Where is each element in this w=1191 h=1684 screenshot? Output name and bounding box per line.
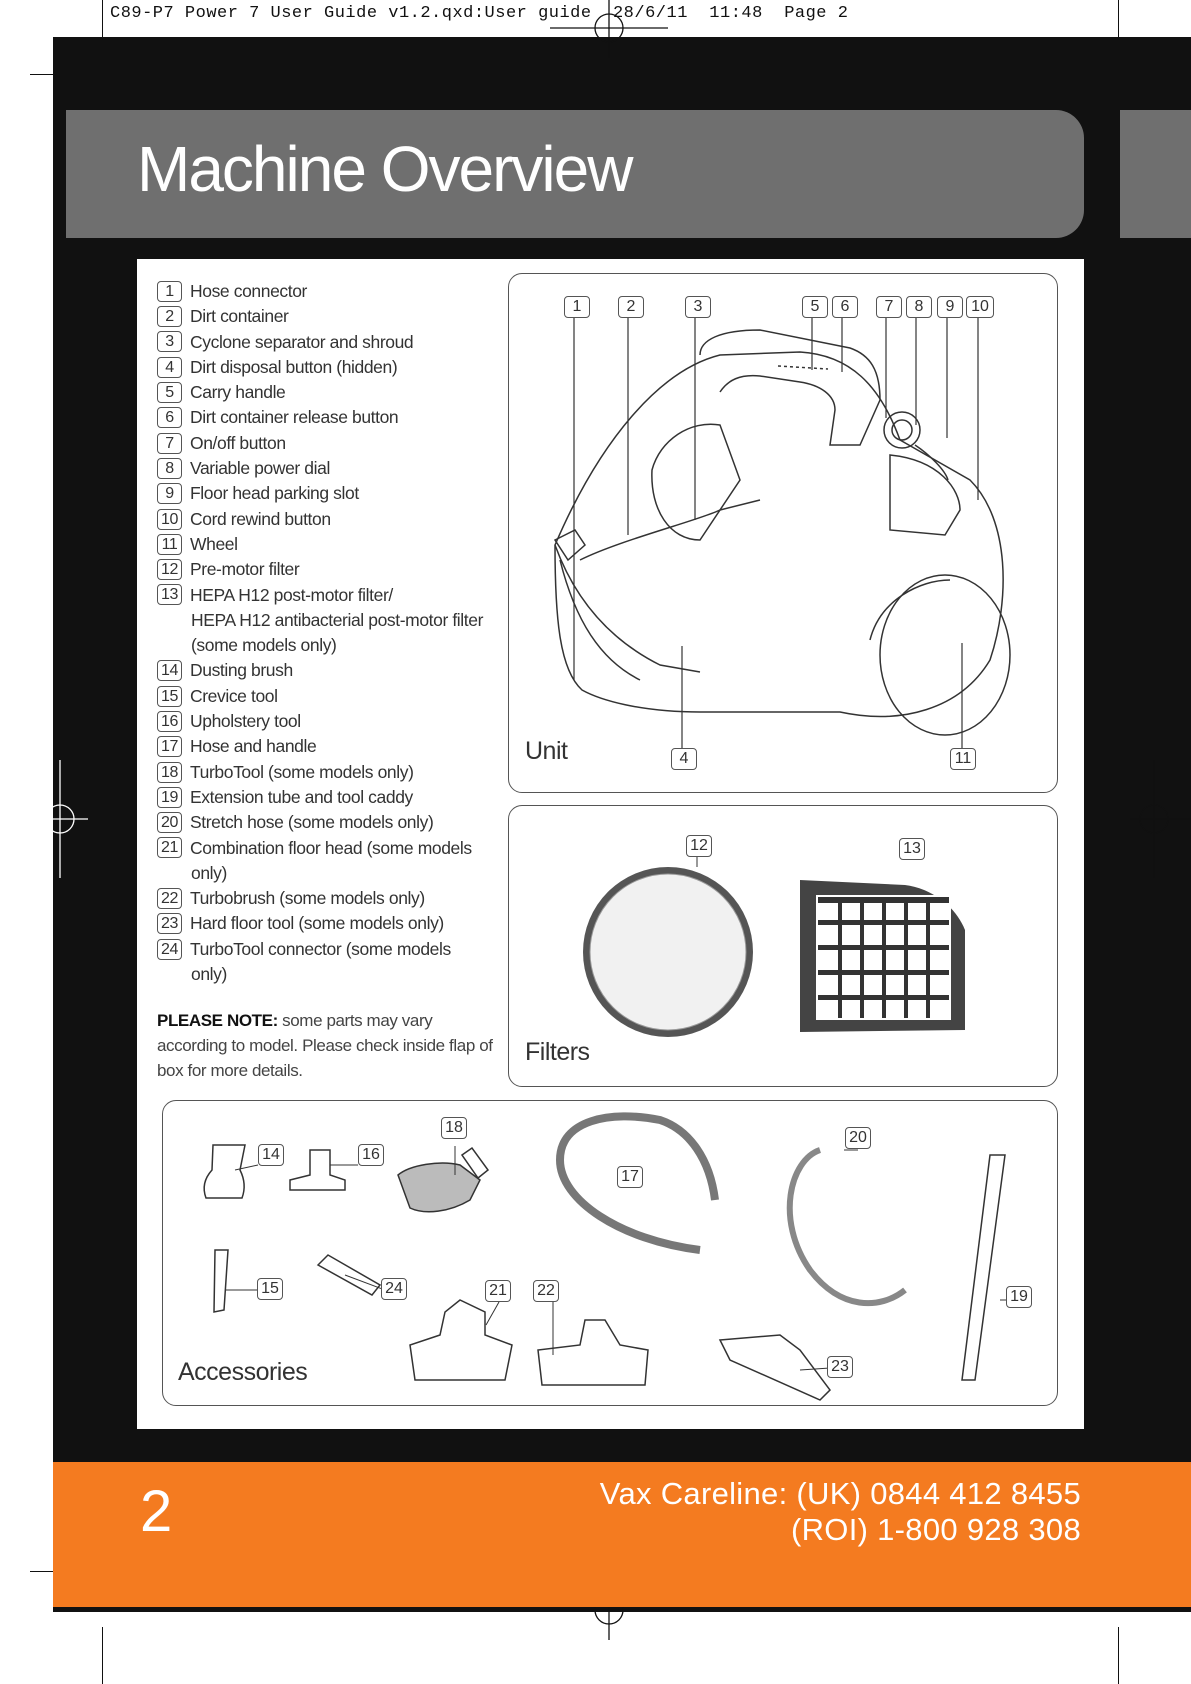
part-number-badge: 6: [157, 407, 182, 428]
part-label: Hose and handle: [190, 736, 317, 757]
callout-24: 24: [381, 1278, 407, 1300]
part-label: Floor head parking slot: [190, 483, 359, 504]
part-label: Dusting brush: [190, 660, 293, 681]
callout-21: 21: [485, 1280, 511, 1302]
callout-22: 22: [533, 1280, 559, 1302]
part-label: On/off button: [190, 432, 286, 453]
callout-1: 1: [564, 296, 590, 318]
callout-16: 16: [358, 1144, 384, 1166]
callout-19: 19: [1006, 1286, 1032, 1308]
part-label-continuation: only): [191, 862, 227, 883]
callout-14: 14: [258, 1144, 284, 1166]
note-text: some parts may vary according to model. Please check inside flap of box for more details.: [157, 1011, 493, 1080]
callout-20: 20: [845, 1127, 871, 1149]
part-number-badge: 4: [157, 357, 182, 378]
part-label-continuation: HEPA H12 antibacterial post-motor filter: [191, 609, 484, 630]
part-number-badge: 5: [157, 382, 182, 403]
part-number-badge: 12: [157, 559, 182, 580]
vacuum-unit-illustration: [555, 330, 1010, 735]
page-title: Machine Overview: [137, 133, 632, 205]
filters-label: Filters: [525, 1038, 590, 1066]
careline-contact: [600, 1476, 1081, 1548]
print-slug: C89-P7 Power 7 User Guide v1.2.qxd:User guide 28/6/11 11:48 Page 2: [110, 4, 849, 23]
callout-4: 4: [671, 748, 697, 770]
part-label: Carry handle: [190, 382, 286, 403]
combination-floor-head-drawing: [410, 1300, 512, 1380]
hepa-filter-illustration: [800, 880, 965, 1032]
callout-23: 23: [827, 1356, 853, 1378]
note-label: PLEASE NOTE:: [157, 1011, 278, 1030]
callout-3: 3: [685, 296, 711, 318]
careline-uk: Vax Careline: (UK) 0844 412 8455: [599, 1476, 1081, 1511]
callout-12: 12: [686, 835, 712, 857]
callout-15: 15: [257, 1278, 283, 1300]
part-label: Extension tube and tool caddy: [190, 786, 413, 807]
part-label: Turbobrush (some models only): [190, 888, 425, 909]
part-number-badge: 2: [157, 306, 182, 327]
turbotool-drawing: [398, 1163, 480, 1212]
part-label: Hard floor tool (some models only): [190, 913, 444, 934]
part-number-badge: 19: [157, 787, 182, 808]
pre-motor-filter-illustration: [583, 867, 753, 1037]
part-label: Upholstery tool: [190, 711, 301, 732]
part-label: Dirt container: [190, 306, 289, 327]
callout-13: 13: [899, 838, 925, 860]
part-number-badge: 24: [157, 939, 182, 960]
turbobrush-drawing: [538, 1320, 648, 1385]
part-label: Variable power dial: [190, 458, 330, 479]
turbotool-connector-drawing: [318, 1255, 380, 1295]
part-number-badge: 21: [157, 837, 182, 858]
extension-tube-drawing: [962, 1155, 1005, 1380]
callout-11: 11: [950, 748, 976, 770]
page-number: 2: [140, 1479, 173, 1544]
stretch-hose-drawing: [790, 1150, 905, 1303]
part-number-badge: 17: [157, 736, 182, 757]
part-number-badge: 15: [157, 686, 182, 707]
callout-8: 8: [906, 296, 932, 318]
part-label: Dirt disposal button (hidden): [190, 356, 398, 377]
part-label: HEPA H12 post-motor filter/: [190, 584, 393, 605]
hard-floor-tool-drawing: [720, 1335, 830, 1400]
part-label: Crevice tool: [190, 685, 278, 706]
callout-9: 9: [937, 296, 963, 318]
part-label: Dirt container release button: [190, 407, 399, 428]
part-label: Stretch hose (some models only): [190, 812, 434, 833]
part-label: Pre-motor filter: [190, 559, 300, 580]
part-label: Hose connector: [190, 281, 307, 301]
part-number-badge: 11: [157, 534, 182, 555]
part-label: Wheel: [190, 533, 238, 554]
part-number-badge: 3: [157, 331, 182, 352]
accessories-illustrations: [204, 1116, 1005, 1400]
part-label: TurboTool (some models only): [190, 761, 414, 782]
crevice-tool-drawing: [214, 1250, 228, 1312]
part-number-badge: 20: [157, 812, 182, 833]
part-number-badge: 16: [157, 711, 182, 732]
dusting-brush-drawing: [204, 1145, 245, 1198]
part-label: TurboTool connector (some models: [190, 938, 451, 959]
part-number-badge: 9: [157, 483, 182, 504]
part-label-continuation: (some models only): [191, 635, 337, 656]
callout-17: 17: [617, 1166, 643, 1188]
part-number-badge: 8: [157, 458, 182, 479]
part-label-continuation: only): [191, 964, 227, 985]
part-label: Combination floor head (some models: [190, 837, 472, 858]
unit-label: Unit: [525, 737, 568, 765]
accessories-label: Accessories: [178, 1358, 308, 1386]
callout-18: 18: [441, 1117, 467, 1139]
callout-2: 2: [618, 296, 644, 318]
callout-10: 10: [966, 296, 994, 318]
part-label: Cord rewind button: [190, 508, 331, 529]
callout-5: 5: [802, 296, 828, 318]
part-number-badge: 13: [157, 584, 182, 605]
upholstery-tool-drawing: [290, 1150, 345, 1190]
part-number-badge: 23: [157, 913, 182, 934]
part-label: Cyclone separator and shroud: [190, 331, 414, 352]
callout-6: 6: [832, 296, 858, 318]
part-number-badge: 7: [157, 433, 182, 454]
part-number-badge: 14: [157, 660, 182, 681]
part-number-badge: 1: [157, 281, 182, 302]
careline-roi: (ROI) 1-800 928 308: [790, 1512, 1081, 1547]
callout-7: 7: [876, 296, 902, 318]
part-number-badge: 10: [157, 509, 182, 530]
part-number-badge: 18: [157, 762, 182, 783]
part-number-badge: 22: [157, 888, 182, 909]
